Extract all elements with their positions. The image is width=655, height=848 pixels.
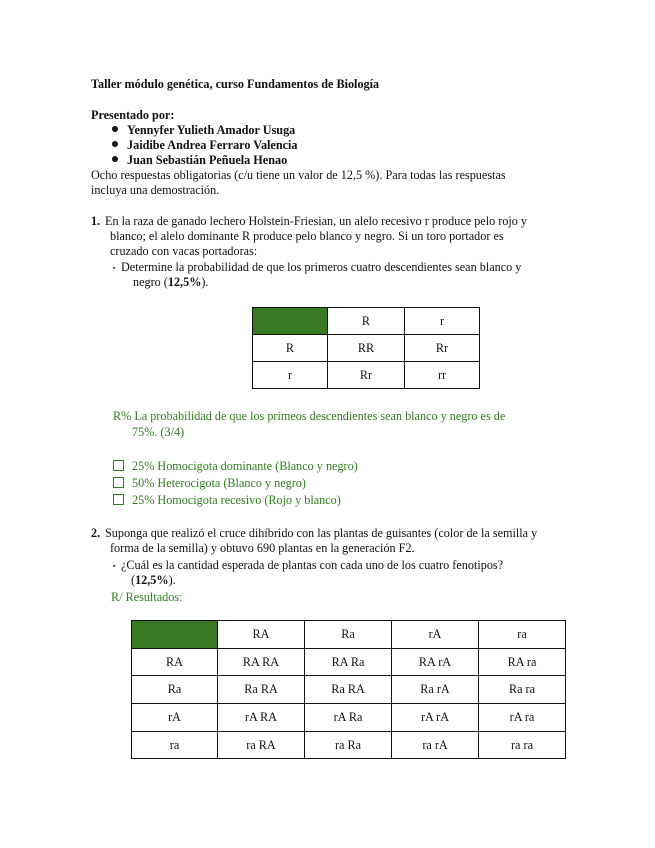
author-item: Jaidibe Andrea Ferraro Valencia: [112, 138, 298, 153]
table-cell: Ra RA: [218, 676, 305, 704]
question-text: blanco; el alelo dominante R produce pelo blanco y negro. Si un toro portador es: [110, 229, 504, 243]
sub-bullet-icon: ▪: [113, 264, 116, 272]
bullet-icon: [112, 156, 118, 162]
table-cell: rA ra: [479, 704, 566, 732]
instructions-line: incluya una demostración.: [91, 183, 220, 197]
table-cell: Ra rA: [392, 676, 479, 704]
instructions-line: Ocho respuestas obligatorias (c/u tiene un valor de 12,5 %). Para todas las respuestas: [91, 168, 506, 182]
table-cell: ra RA: [218, 732, 305, 759]
answer-option: 50% Heterocigota (Blanco y negro): [113, 476, 306, 491]
table-cell: RA: [132, 649, 218, 676]
question-text: En la raza de ganado lechero Holstein-Friesian, un alelo recesivo r produce pelo rojo y: [105, 214, 527, 228]
table-cell: rr: [405, 362, 480, 389]
table-cell: rA Ra: [305, 704, 392, 732]
table-cell: ra rA: [392, 732, 479, 759]
sub-question: Determine la probabilidad de que los primeros cuatro descendientes sean blanco y: [121, 260, 522, 274]
sub-question: ¿Cuál es la cantidad esperada de plantas con cada uno de los cuatro fenotipos?: [121, 558, 504, 572]
author-item: Yennyfer Yulieth Amador Usuga: [112, 123, 295, 138]
table-cell: RR: [328, 335, 405, 362]
table-cell: ra ra: [479, 732, 566, 759]
sub-bullet-icon: ▪: [113, 562, 116, 570]
table-cell: rA rA: [392, 704, 479, 732]
answer-text: R% La probabilidad de que los primeos descendientes sean blanco y negro es de: [113, 409, 506, 423]
author-item: Juan Sebastián Peñuela Henao: [112, 153, 287, 168]
table-header-cell: rA: [392, 621, 479, 649]
presented-by-label: Presentado por:: [91, 108, 175, 122]
table-header-cell: [253, 308, 328, 335]
bullet-icon: [112, 141, 118, 147]
table-cell: r: [253, 362, 328, 389]
answer-option: 25% Homocigota dominante (Blanco y negro): [113, 459, 358, 474]
table-cell: R: [253, 335, 328, 362]
question-text: forma de la semilla) y obtuvo 690 plantas en la generación F2.: [110, 541, 415, 555]
table-cell: Rr: [405, 335, 480, 362]
table-header-cell: RA: [218, 621, 305, 649]
table-cell: Rr: [328, 362, 405, 389]
table-cell: Ra ra: [479, 676, 566, 704]
checkbox-icon: [113, 494, 124, 505]
question-number: 1.: [91, 214, 101, 228]
bullet-icon: [112, 126, 118, 132]
results-label: R/ Resultados:: [111, 590, 183, 604]
table-cell: RA RA: [218, 649, 305, 676]
table-cell: rA: [132, 704, 218, 732]
checkbox-icon: [113, 460, 124, 471]
table-cell: Ra RA: [305, 676, 392, 704]
table-cell: RA ra: [479, 649, 566, 676]
question-text: cruzado con vacas portadoras:: [110, 244, 258, 258]
table-cell: ra Ra: [305, 732, 392, 759]
question-number: 2.: [91, 526, 101, 540]
punnett-square-1: [252, 307, 480, 389]
table-cell: Ra: [132, 676, 218, 704]
sub-question: negro (12,5%).: [133, 275, 209, 289]
document-title: Taller módulo genética, curso Fundamentos de Biología: [91, 77, 380, 91]
table-cell: ra: [132, 732, 218, 759]
answer-option: 25% Homocigota recesivo (Rojo y blanco): [113, 493, 341, 508]
checkbox-icon: [113, 477, 124, 488]
table-header-cell: [132, 621, 218, 649]
table-cell: RA rA: [392, 649, 479, 676]
table-header-cell: r: [405, 308, 480, 335]
table-header-cell: Ra: [305, 621, 392, 649]
table-cell: RA Ra: [305, 649, 392, 676]
question-text: Suponga que realizó el cruce dihíbrido con las plantas de guisantes (color de la semilla y: [105, 526, 538, 540]
sub-question: (12,5%).: [131, 573, 176, 587]
table-header-cell: R: [328, 308, 405, 335]
answer-text: 75%. (3/4): [132, 425, 185, 439]
punnett-square-2: [131, 620, 566, 759]
table-header-cell: ra: [479, 621, 566, 649]
table-cell: rA RA: [218, 704, 305, 732]
